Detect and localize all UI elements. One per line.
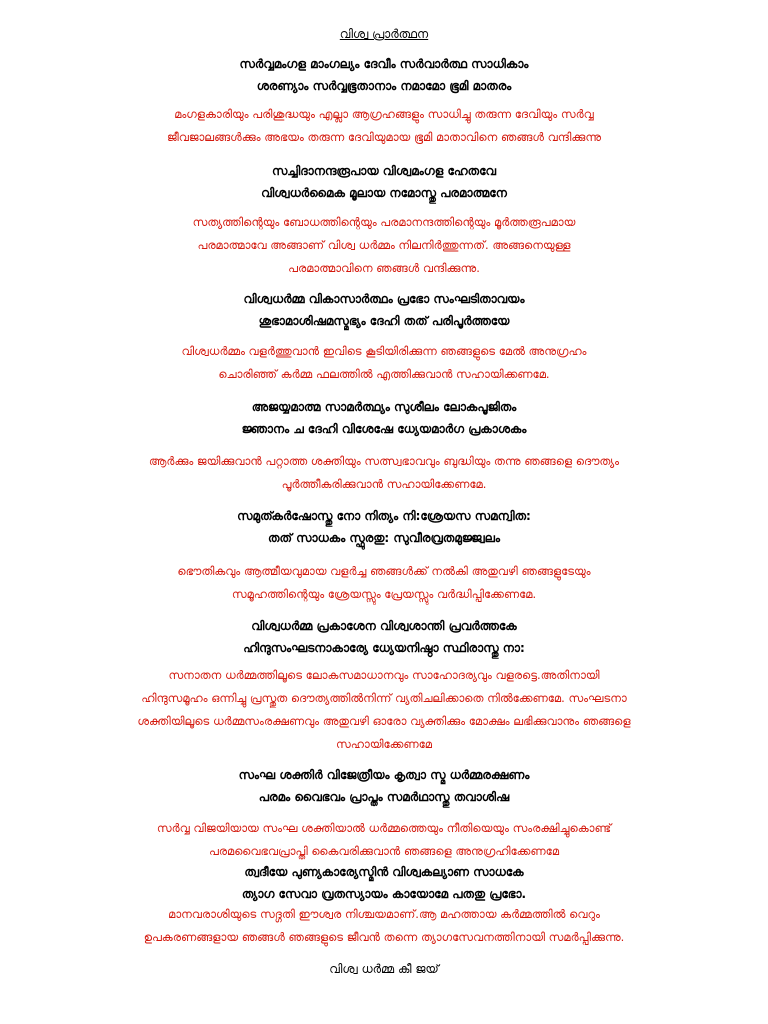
translation-line: സർവ്വ വിജയിയായ സംഘ ശക്തിയാൽ ധർമ്മത്തെയും നീതിയെയും സംരക്ഷിച്ചുകൊണ്ട് bbox=[156, 821, 612, 835]
translation-line: വിശ്വധർമ്മം വളർത്തുവാൻ ഇവിടെ കൂടിയിരിക്കുന്ന ഞങ്ങളുടെ മേൽ അനുഗ്രഹം bbox=[181, 344, 587, 358]
translation-line: പരമവൈഭവപ്രാപ്തി കൈവരിക്കുവാൻ ഞങ്ങളെ അനുഗ്രഹിക്കേണമേ bbox=[208, 844, 560, 858]
verse-line: ശരണ്യാം സർവ്വഭൂതാനാം നമാമോ ഭൂമി മാതരം bbox=[256, 79, 512, 93]
translation-line: സമൂഹത്തിന്റെയും ശ്രേയസ്സും പ്രേയസ്സും വർദ്ധിപ്പിക്കേണമേ. bbox=[231, 587, 537, 601]
verse-4 bbox=[70, 396, 698, 440]
verse-2 bbox=[70, 160, 698, 204]
translation-3 bbox=[70, 340, 698, 386]
verse-7 bbox=[70, 764, 698, 808]
translation-2 bbox=[70, 211, 698, 280]
verse-line: ഹിന്ദുസംഘടനാകാര്യേ ധ്യേയനിഷ്ഠാ സ്ഥിരാസ്തു നാ: bbox=[243, 641, 525, 655]
verse-line: പരമം വൈഭവം പ്രാപ്തം സമർഥാസ്തു തവാശിഷ bbox=[258, 790, 510, 804]
translation-line: ചൊരിഞ്ഞ് കർമ്മ ഫലത്തിൽ എത്തിക്കുവാൻ സഹായിക്കണമേ. bbox=[218, 367, 550, 381]
verse-line: തത് സാധകം സ്ഫുരതു: സുവീരവ്രതമുജ്ജ്വലം bbox=[268, 531, 500, 545]
verse-line: ത്വദീയേ പുണ്യകാര്യേസ്മിൻ വിശ്വകല്യാണ സാധകേ bbox=[244, 865, 524, 879]
document-title bbox=[0, 26, 768, 42]
verse-3 bbox=[70, 288, 698, 332]
verse-line: സമുത്കർഷോസ്തു നോ നിത്യം നി:ശ്രേയസ സമന്വിത: bbox=[237, 509, 531, 523]
document-title-text: വിശ്വ പ്രാർത്ഥന bbox=[339, 27, 429, 41]
verse-1 bbox=[70, 53, 698, 97]
translation-7 bbox=[70, 817, 698, 863]
verse-line: സംഘ ശക്തിർ വിജേത്രീയം കൃത്വാ സ്മ ധർമ്മരക്ഷണം bbox=[238, 768, 530, 782]
translation-6 bbox=[70, 664, 698, 756]
translation-line: സനാതന ധർമ്മത്തിലൂടെ ലോകസമാധാനവും സാഹോദര്യവും വളരട്ടെ.അതിനായി bbox=[168, 668, 600, 682]
verse-line: സച്ചിദാനന്ദരൂപായ വിശ്വമംഗള ഹേതവേ bbox=[271, 164, 497, 178]
translation-line: പരമാത്മാവിനെ ഞങ്ങൾ വന്ദിക്കുന്നു. bbox=[288, 261, 480, 275]
verse-line: വിശ്വധർമൈക മൂലായ നമോസ്തു പരമാത്മനേ bbox=[261, 186, 507, 200]
translation-8 bbox=[70, 903, 698, 949]
translation-line: ജീവജാലങ്ങൾക്കും അഭയം തരുന്ന ദേവിയുമായ ഭൂമി മാതാവിനെ ഞങ്ങൾ വന്ദിക്കുന്നു bbox=[167, 130, 601, 144]
translation-line: മാനവരാശിയുടെ സദ്ഗതി ഈശ്വര നിശ്ചയമാണ്.ആ മഹത്തായ കർമ്മത്തിൽ വെറും bbox=[168, 907, 600, 921]
translation-4 bbox=[70, 450, 698, 496]
verse-5 bbox=[70, 505, 698, 549]
translation-line: ശക്തിയിലൂടെ ധർമ്മസംരക്ഷണവും അതുവഴി ഓരോ വ്യക്തിക്കും മോക്ഷം ലഭിക്കുവാനും ഞങ്ങളെ bbox=[137, 714, 631, 728]
translation-5 bbox=[70, 560, 698, 606]
translation-line: സഹായിക്കേണമേ bbox=[335, 737, 433, 751]
verse-line: വിശ്വധർമ്മ പ്രകാശേന വിശ്വശാന്തി പ്രവർത്തകേ bbox=[251, 619, 517, 633]
verse-8 bbox=[70, 861, 698, 905]
translation-line: ഉപകരണങ്ങളായ ഞങ്ങൾ ഞങ്ങളുടെ ജീവൻ തന്നെ ത്യാഗസേവനത്തിനായി സമർപ്പിക്കുന്നു. bbox=[143, 930, 625, 944]
translation-line: ഹിന്ദുസമൂഹം ഒന്നിച്ചു പ്രസ്തുത ദൌത്യത്തിൽനിന്ന് വ്യതിചലിക്കാതെ നിൽക്കേണമേ. സംഘടനാ bbox=[141, 691, 627, 705]
verse-line: അജയ്യമാത്മ സാമർത്ഥ്യം സുശീലം ലോകപൂജിതം bbox=[251, 400, 517, 414]
translation-line: പരമാത്മാവേ അങ്ങാണ് വിശ്വ ധർമ്മം നിലനിർത്തുന്നത്. അങ്ങനെയുള്ള bbox=[197, 238, 571, 252]
translation-1 bbox=[70, 103, 698, 149]
translation-line: ആർക്കും ജയിക്കുവാൻ പറ്റാത്ത ശക്തിയും സത്സ്വഭാവവും ബുദ്ധിയും തന്നു ഞങ്ങളെ ദൌത്യം bbox=[148, 454, 620, 468]
translation-line: സത്യത്തിന്റെയും ബോധത്തിന്റെയും പരമാനന്ദത്തിന്റെയും മൂർത്തരൂപമായ bbox=[192, 215, 576, 229]
verse-line: വിശ്വധർമ്മ വികാസാർത്ഥം പ്രഭോ സംഘടിതാവയം bbox=[243, 292, 525, 306]
verse-line: ത്യാഗ സേവാ വ്രതസ്യായം കായോമേ പതതു പ്രഭോ. bbox=[241, 887, 527, 901]
verse-line: ശുഭാമാശിഷമസ്മഭ്യം ദേഹി തത് പരിപൂർത്തയേ bbox=[258, 314, 510, 328]
verse-line: ജ്ഞാനം ച ദേഹി വിശേഷേ ധ്യേയമാർഗ പ്രകാശകം bbox=[241, 422, 527, 436]
translation-line: പൂർത്തീകരിക്കുവാൻ സഹായിക്കേണമേ. bbox=[281, 477, 487, 491]
translation-line: മംഗളകാരിയും പരിശുദ്ധയും എല്ലാ ആഗ്രഹങ്ങളും സാധിച്ചു തരുന്ന ദേവിയും സർവ്വ bbox=[174, 107, 594, 121]
closing-line: വിശ്വ ധർമ്മ കീ ജയ് bbox=[329, 962, 439, 976]
translation-line: ഭൌതികവും ആത്മീയവുമായ വളർച്ച ഞങ്ങൾക്ക് നൽകി അതുവഴി ഞങ്ങളുടേയും bbox=[177, 564, 591, 578]
verse-6 bbox=[70, 615, 698, 659]
verse-line: സർവ്വമംഗള മാംഗല്യം ദേവീം സർവാർത്ഥ സാധികാം bbox=[239, 57, 529, 71]
